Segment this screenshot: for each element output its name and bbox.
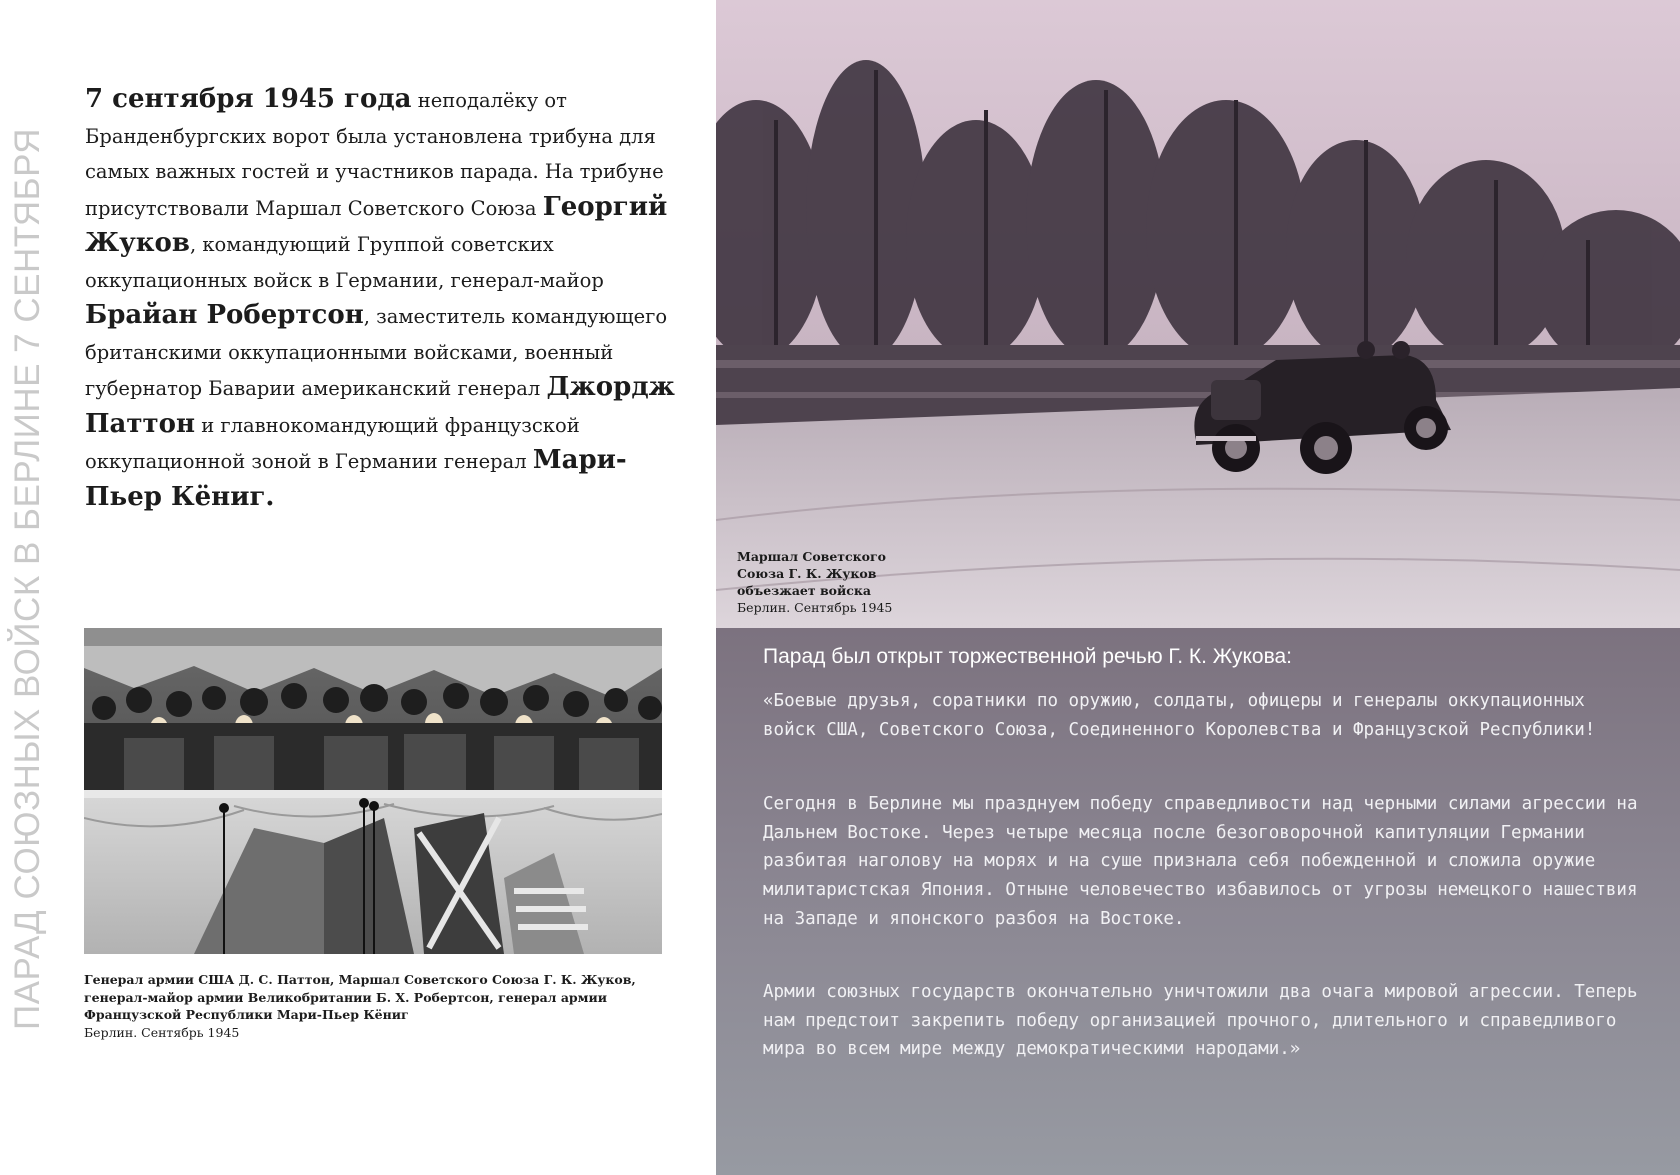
intro-date: 7 сентября 1945 года <box>85 84 412 114</box>
tribune-photo-caption <box>84 971 644 1041</box>
intro-name-koenig: Мари-Пьер Кёниг. <box>85 445 627 512</box>
intro-paragraph <box>85 82 685 516</box>
speech-paragraph-3: Армии союзных государств окончательно уничтожили два очага мировой агрессии. Теперь нам предстоит закрепить победу организацией прочного, длительного и справедливого мира во всем мире между демократическими народами.» <box>763 982 1638 1060</box>
speech-paragraph-1: «Боевые друзья, соратники по оружию, солдаты, офицеры и генералы оккупационных войск США, Советского Союза, Соединенного Королевства и Французской Республики! <box>763 691 1596 740</box>
vertical-section-title: ПАРАД СОЮЗНЫХ ВОЙСК В БЕРЛИНЕ 7 СЕНТЯБРЯ <box>8 128 47 1030</box>
zhukov-car-photo <box>716 0 1680 628</box>
car-caption-place: Берлин. Сентябрь 1945 <box>737 600 893 615</box>
speech-paragraph-2: Сегодня в Берлине мы празднуем победу справедливости над черными силами агрессии на Дальнем Востоке. Через четыре месяца после безоговорочной капитуляции Германии разбитая наголову на морях и на суше признала себя побежденной и сложила оружие милитаристская Япония. Отныне человечество избавилось от угрозы немецкого нашествия на Западе и японского разбоя на Востоке. <box>763 794 1638 929</box>
intro-text-4: и главнокомандующий французской оккупационной зоной в Германии генерал <box>85 413 580 473</box>
intro-text-2: , командующий Группой советских оккупационных войск в Германии, генерал-майор <box>85 233 604 292</box>
tribune-photo <box>84 628 662 954</box>
speech-intro: Парад был открыт торжественной речью Г. К. Жукова: <box>763 645 1292 668</box>
intro-text-3: , заместитель командующего британскими оккупационными войсками, военный губернатор Баварии американский генерал <box>85 305 668 400</box>
zhukov-car-photo-image <box>716 0 1680 628</box>
intro-text-1: неподалёку от Бранденбургских ворот была установлена трибуна для самых важных гостей и участников парада. На трибуне присутствовали Маршал Советского Союза <box>85 89 664 220</box>
tribune-caption-text: Генерал армии США Д. С. Паттон, Маршал Советского Союза Г. К. Жуков, генерал-майор армии Великобритании Б. Х. Робертсон, генерал армии Французской Республики Мари-Пьер Кёниг <box>84 972 636 1022</box>
tribune-photo-image <box>84 628 662 954</box>
tribune-caption-place: Берлин. Сентябрь 1945 <box>84 1024 240 1040</box>
car-caption-text: Маршал Советского Союза Г. К. Жуков объезжает войска <box>737 549 887 598</box>
intro-name-zhukov: Георгий Жуков <box>85 191 668 258</box>
intro-name-patton: Джордж Паттон <box>85 372 675 439</box>
car-photo-caption <box>737 548 927 616</box>
intro-name-robertson: Брайан Робертсон <box>85 300 364 330</box>
